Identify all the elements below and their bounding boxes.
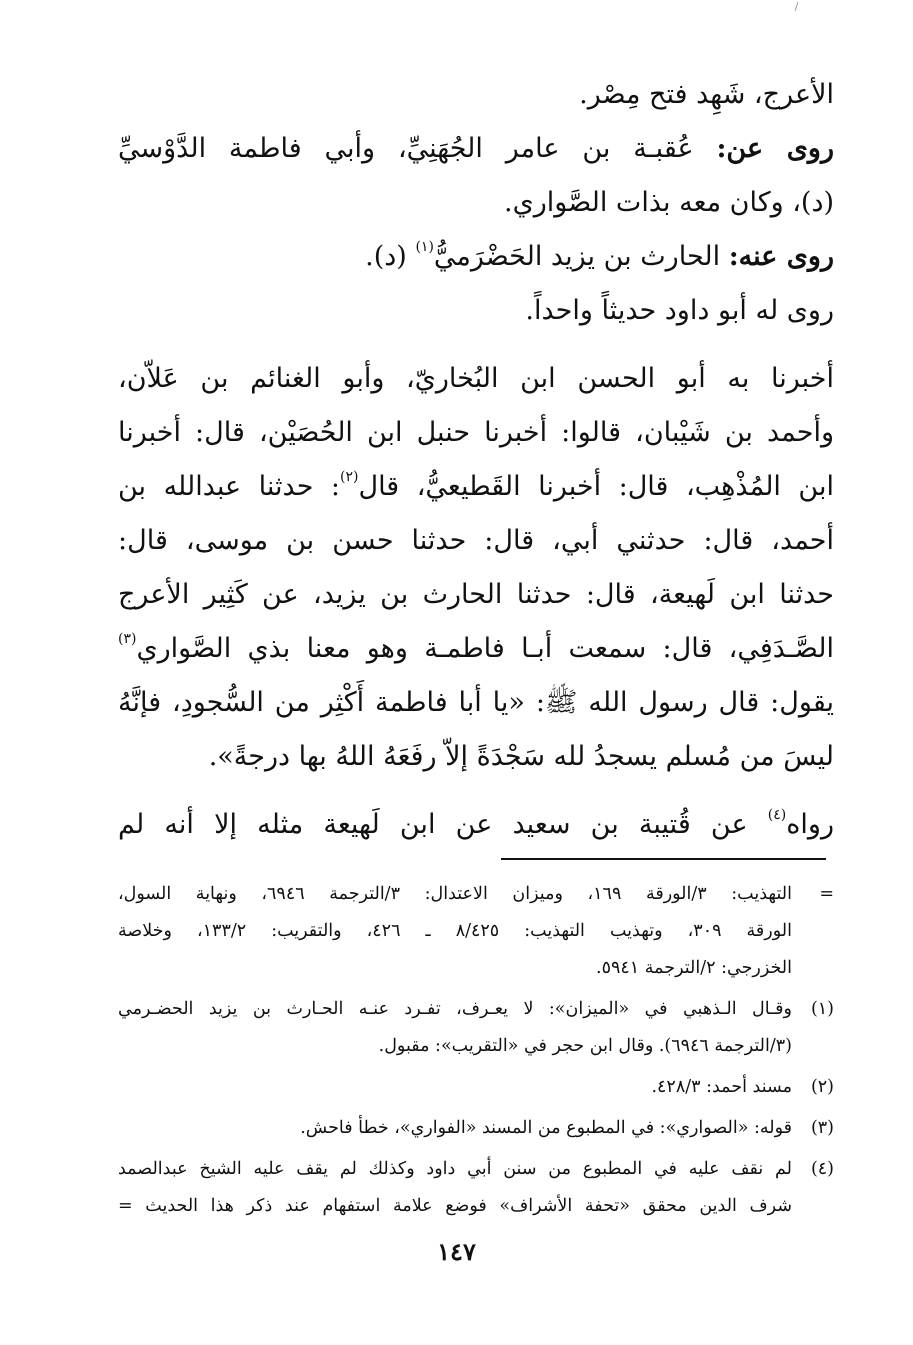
isnad-text: الصَّـدَفِي، قال: سمعت أبـا فاطمـة وهو معنا بذي الصَّواري — [136, 633, 834, 664]
footnote-body — [118, 1110, 792, 1147]
continuation-mark: = — [819, 884, 834, 904]
footnote-number: (١) — [810, 999, 834, 1019]
footnote-number: (٢) — [810, 1077, 834, 1097]
footnote-continuation — [118, 876, 834, 987]
isnad-line: أخبرنا به أبو الحسن ابن البُخاريّ، وأبو الغنائم بن عَلاّن، — [118, 363, 834, 394]
footnote-number: (٣) — [810, 1118, 834, 1138]
footnote-body — [118, 1151, 792, 1225]
footnote-body — [118, 1069, 792, 1106]
page-number: ١٤٧ — [437, 1237, 476, 1266]
isnad-line — [118, 460, 834, 514]
hadith-line: يقول: قال رسول الله ﷺ: «يا أبا فاطمة أَكْثِر من السُّجودِ، فإنَّهُ — [118, 687, 834, 718]
footnote-ref-2: (٢) — [339, 469, 359, 485]
narrated-by-end: (د). — [365, 241, 416, 272]
rawahu-text: رواه — [786, 809, 834, 840]
isnad-line: أحمد، قال: حدثني أبي، قال: حدثنا حسن بن موسى، قال: — [118, 525, 834, 556]
footnote-separator — [501, 858, 826, 860]
text-line: الأعرج، شَهِد فتح مِصْر. — [579, 79, 834, 110]
narrated-by-label: روى عنه: — [728, 241, 834, 272]
isnad-text: ابن المُذْهِب، قال: أخبرنا القَطيعيُّ، قال — [358, 471, 834, 502]
footnote-ref-3: (٣) — [118, 631, 137, 647]
scan-mark — [795, 2, 799, 11]
paragraph-gap — [118, 784, 834, 798]
text-line: (د)، وكان معه بذات الصَّواري. — [504, 187, 834, 218]
narrated-from-line — [118, 122, 834, 176]
footnotes — [118, 876, 834, 1229]
footnote-line: الورقة ٣٠٩، وتهذيب التهذيب: ٨/٤٢٥ ـ ٤٢٦، والتقريب: ١٣٣/٢، وخلاصة — [118, 921, 792, 941]
footnote-line: التهذيب: ٣/الورقة ١٦٩، وميزان الاعتدال: ٣/الترجمة ٦٩٤٦، ونهاية السول، — [118, 884, 792, 904]
isnad-text: : حدثنا عبدالله بن — [118, 471, 340, 502]
footnote-body — [118, 991, 792, 1065]
footnote-line: لم نقف عليه في المطبوع من سنن أبي داود وكذلك لم يقف عليه الشيخ عبدالصمد — [118, 1159, 792, 1179]
footnote-line: مسند أحمد: ٤٢٨/٣. — [651, 1077, 792, 1097]
isnad-line: حدثنا ابن لَهيعة، قال: حدثنا الحارث بن يزيد، عن كَثِير الأعرج — [118, 579, 834, 610]
footnote-2 — [118, 1069, 834, 1106]
footnote-body — [118, 876, 792, 987]
footnote-line: شرف الدين محقق «تحفة الأشراف» فوضع علامة استفهام عند ذكر هذا الحديث = — [118, 1196, 792, 1216]
narrated-from-label: روى عن: — [716, 133, 834, 164]
footnote-line: وقـال الـذهبي في «الميزان»: لا يعـرف، تفـرد عنـه الحـارث بن يزيد الحضـرمي — [118, 999, 792, 1019]
main-text — [118, 68, 834, 852]
footnote-3 — [118, 1110, 834, 1147]
footnote-4 — [118, 1151, 834, 1225]
footnote-line: (٣/الترجمة ٦٩٤٦). وقال ابن حجر في «التقريب»: مقبول. — [378, 1036, 792, 1056]
footnote-1 — [118, 991, 834, 1065]
narrated-by-text: الحارث بن يزيد الحَضْرَميُّ — [433, 241, 729, 272]
footnote-ref-1: (١) — [415, 239, 434, 255]
rawahu-text: عن قُتيبة بن سعيد عن ابن لَهيعة مثله إلا أنه لم — [118, 809, 768, 840]
narrated-by-line — [118, 230, 834, 284]
footnote-ref-4: (٤) — [767, 807, 787, 823]
hadith-line: ليسَ من مُسلم يسجدُ لله سَجْدَةً إلاّ رفَعَهُ اللهُ بها درجةً». — [208, 741, 834, 772]
isnad-line — [118, 622, 834, 676]
text-line: روى له أبو داود حديثاً واحداً. — [525, 295, 834, 326]
footnote-number: (٤) — [810, 1159, 834, 1179]
narrated-from-text: عُقبـة بن عامر الجُهَنِيِّ، وأبي فاطمة الدَّوْسيِّ — [118, 133, 717, 164]
paragraph-gap — [118, 338, 834, 352]
rawahu-line — [118, 798, 834, 852]
isnad-line: وأحمد بن شَيْبان، قالوا: أخبرنا حنبل ابن الحُصَيْن، قال: أخبرنا — [118, 417, 834, 448]
footnote-line: الخزرجي: ٢/الترجمة ٥٩٤١. — [596, 958, 792, 978]
footnote-line: قوله: «الصواري»: في المطبوع من المسند «الفواري»، خطأ فاحش. — [300, 1118, 792, 1138]
